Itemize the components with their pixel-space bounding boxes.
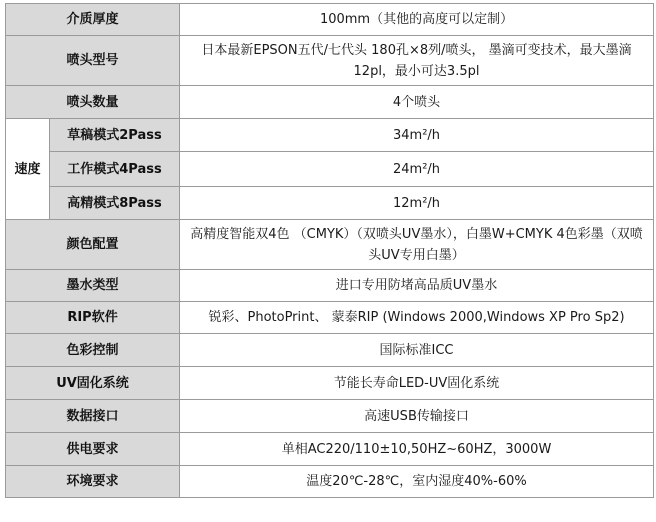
spec-value: 进口专用防堵高品质UV墨水 <box>180 270 654 302</box>
spec-value: 温度20℃-28℃，室内湿度40%-60% <box>180 466 654 498</box>
spec-row-rip-software <box>6 302 654 334</box>
spec-row-ink-type <box>6 270 654 302</box>
spec-value: 高精度智能双4色 （CMYK）（双喷头UV墨水），白墨W+CMYK 4色彩墨（双喷头UV专用白墨） <box>180 220 654 270</box>
spec-label: 喷头型号 <box>6 36 180 86</box>
spec-label: 喷头数量 <box>6 86 180 119</box>
spec-label: 墨水类型 <box>6 270 180 302</box>
spec-row-speed-precision <box>6 187 654 220</box>
spec-label: 颜色配置 <box>6 220 180 270</box>
spec-row-environment <box>6 466 654 498</box>
spec-row-color-config <box>6 220 654 270</box>
spec-label: 介质厚度 <box>6 4 180 36</box>
spec-value: 节能长寿命LED-UV固化系统 <box>180 367 654 400</box>
spec-row-printhead-model <box>6 36 654 86</box>
spec-row-speed-draft <box>6 119 654 152</box>
spec-value: 高速USB传输接口 <box>180 400 654 433</box>
spec-row-speed-work <box>6 152 654 187</box>
spec-label: 数据接口 <box>6 400 180 433</box>
spec-label: 供电要求 <box>6 433 180 466</box>
spec-label: 环境要求 <box>6 466 180 498</box>
spec-value: 100mm（其他的高度可以定制） <box>180 4 654 36</box>
spec-value: 12m²/h <box>180 187 654 220</box>
spec-value: 4个喷头 <box>180 86 654 119</box>
spec-value: 单相AC220/110±10,50HZ~60HZ，3000W <box>180 433 654 466</box>
spec-row-media-thickness <box>6 4 654 36</box>
spec-value: 24m²/h <box>180 152 654 187</box>
spec-label: 色彩控制 <box>6 334 180 367</box>
spec-row-printhead-count <box>6 86 654 119</box>
spec-label: UV固化系统 <box>6 367 180 400</box>
spec-label: 工作模式4Pass <box>50 152 180 187</box>
spec-label: RIP软件 <box>6 302 180 334</box>
spec-table <box>5 3 654 498</box>
spec-value: 国际标准ICC <box>180 334 654 367</box>
speed-group-label: 速度 <box>6 119 50 220</box>
spec-row-uv-curing <box>6 367 654 400</box>
spec-row-color-control <box>6 334 654 367</box>
spec-label: 高精模式8Pass <box>50 187 180 220</box>
spec-row-data-interface <box>6 400 654 433</box>
spec-value: 34m²/h <box>180 119 654 152</box>
spec-row-power-supply <box>6 433 654 466</box>
spec-label: 草稿模式2Pass <box>50 119 180 152</box>
spec-value: 锐彩、PhotoPrint、 蒙泰RIP (Windows 2000,Windows XP Pro Sp2) <box>180 302 654 334</box>
spec-value: 日本最新EPSON五代/七代头 180孔×8列/喷头， 墨滴可变技术，最大墨滴12pl，最小可达3.5pl <box>180 36 654 86</box>
